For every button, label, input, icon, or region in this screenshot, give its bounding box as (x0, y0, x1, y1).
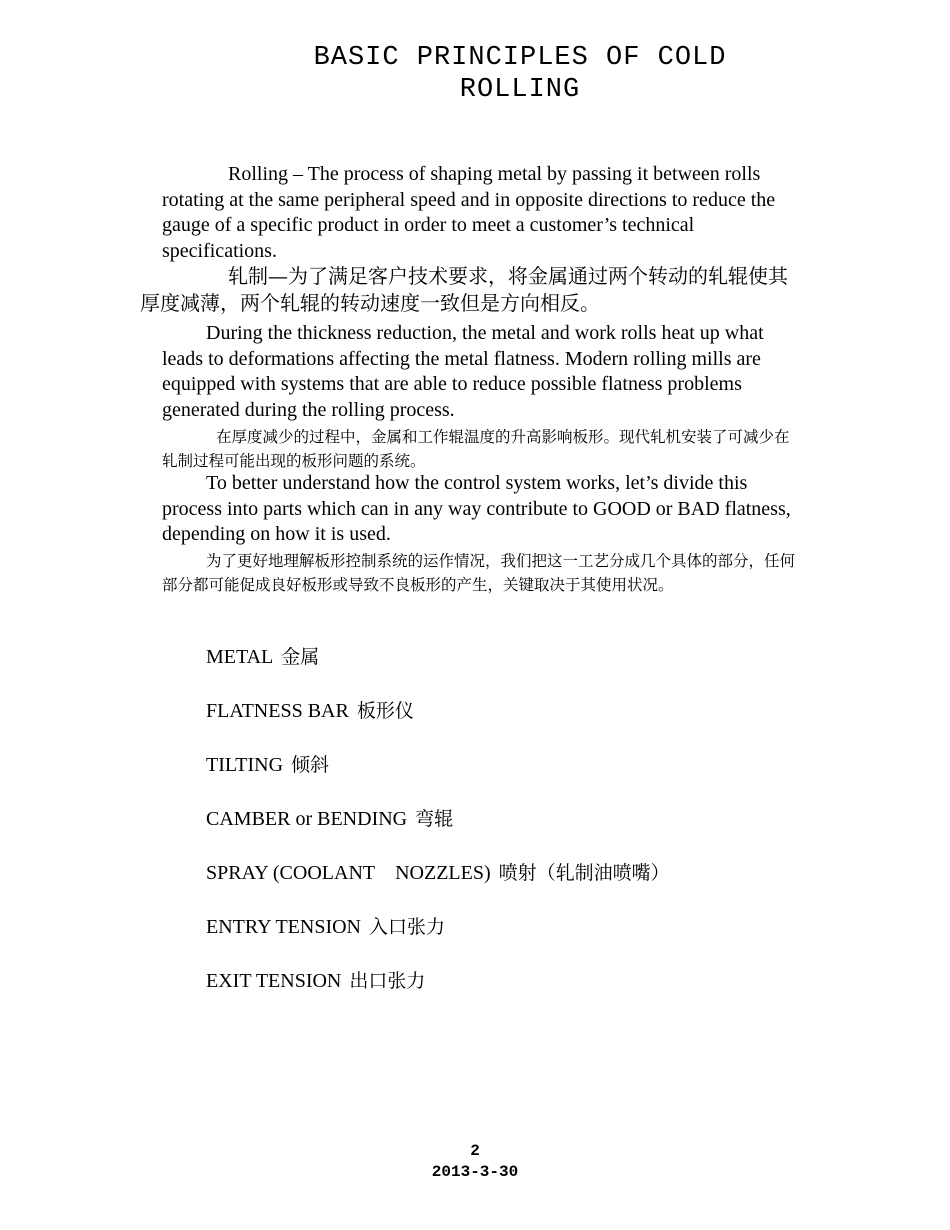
paragraph-thickness-reduction-zh: 在厚度减少的过程中，金属和工作辊温度的升高影响板形。现代轧机安装了可减少在轧制过程可能出现的板形问题的系统。 (162, 428, 790, 470)
item-zh: 喷射（轧制油喷嘴） (498, 862, 670, 884)
item-en: FLATNESS BAR (206, 700, 349, 722)
paragraph-rolling-definition: Rolling – The process of shaping metal by passing it between rolls rotating at the same peripheral speed and in opposite directions to reduce the gauge of a specific product in order to meet a customer’s technical specifications. (162, 163, 776, 262)
title-line-1: BASIC PRINCIPLES OF COLD (313, 43, 727, 73)
item-en: ENTRY TENSION (206, 916, 361, 938)
item-zh: 入口张力 (369, 916, 446, 938)
item-en: CAMBER or BENDING (206, 808, 408, 830)
item-zh: 金属 (281, 646, 320, 668)
component-list (206, 644, 670, 1022)
footer-date: 2013-3-30 (431, 1163, 519, 1181)
item-zh: 倾斜 (291, 754, 330, 776)
page-number: 2 (470, 1142, 480, 1160)
list-item (206, 698, 670, 752)
item-en: SPRAY (COOLANT NOZZLES) (206, 862, 491, 884)
item-en: TILTING (206, 754, 284, 776)
list-item (206, 644, 670, 698)
paragraph-rolling-definition-zh: 轧制—为了满足客户技术要求，将金属通过两个转动的轧辊使其厚度减薄，两个轧辊的转动速度一致但是方向相反。 (140, 264, 788, 315)
list-item (206, 752, 670, 806)
paragraph-thickness-reduction: During the thickness reduction, the metal and work rolls heat up what leads to deformations affecting the metal flatness. Modern rolling mills are equipped with systems that are able to reduce possible flatness problems generated during the rolling process. (162, 322, 764, 421)
list-item (206, 860, 670, 914)
paragraph-control-system: To better understand how the control system works, let’s divide this process into parts which can in any way contribute to GOOD or BAD flatness, depending on how it is used. (162, 472, 791, 545)
list-item (206, 806, 670, 860)
item-zh: 出口张力 (349, 970, 426, 992)
page-title (300, 42, 740, 106)
item-en: METAL (206, 646, 274, 668)
list-item (206, 914, 670, 968)
item-en: EXIT TENSION (206, 970, 342, 992)
title-line-2: ROLLING (459, 75, 581, 105)
list-item (206, 968, 670, 1022)
item-zh: 弯辊 (415, 808, 454, 830)
item-zh: 板形仪 (356, 700, 414, 722)
paragraph-control-system-zh: 为了更好地理解板形控制系统的运作情况，我们把这一工艺分成几个具体的部分，任何部分都可能促成良好板形或导致不良板形的产生，关键取决于其使用状况。 (162, 552, 796, 594)
